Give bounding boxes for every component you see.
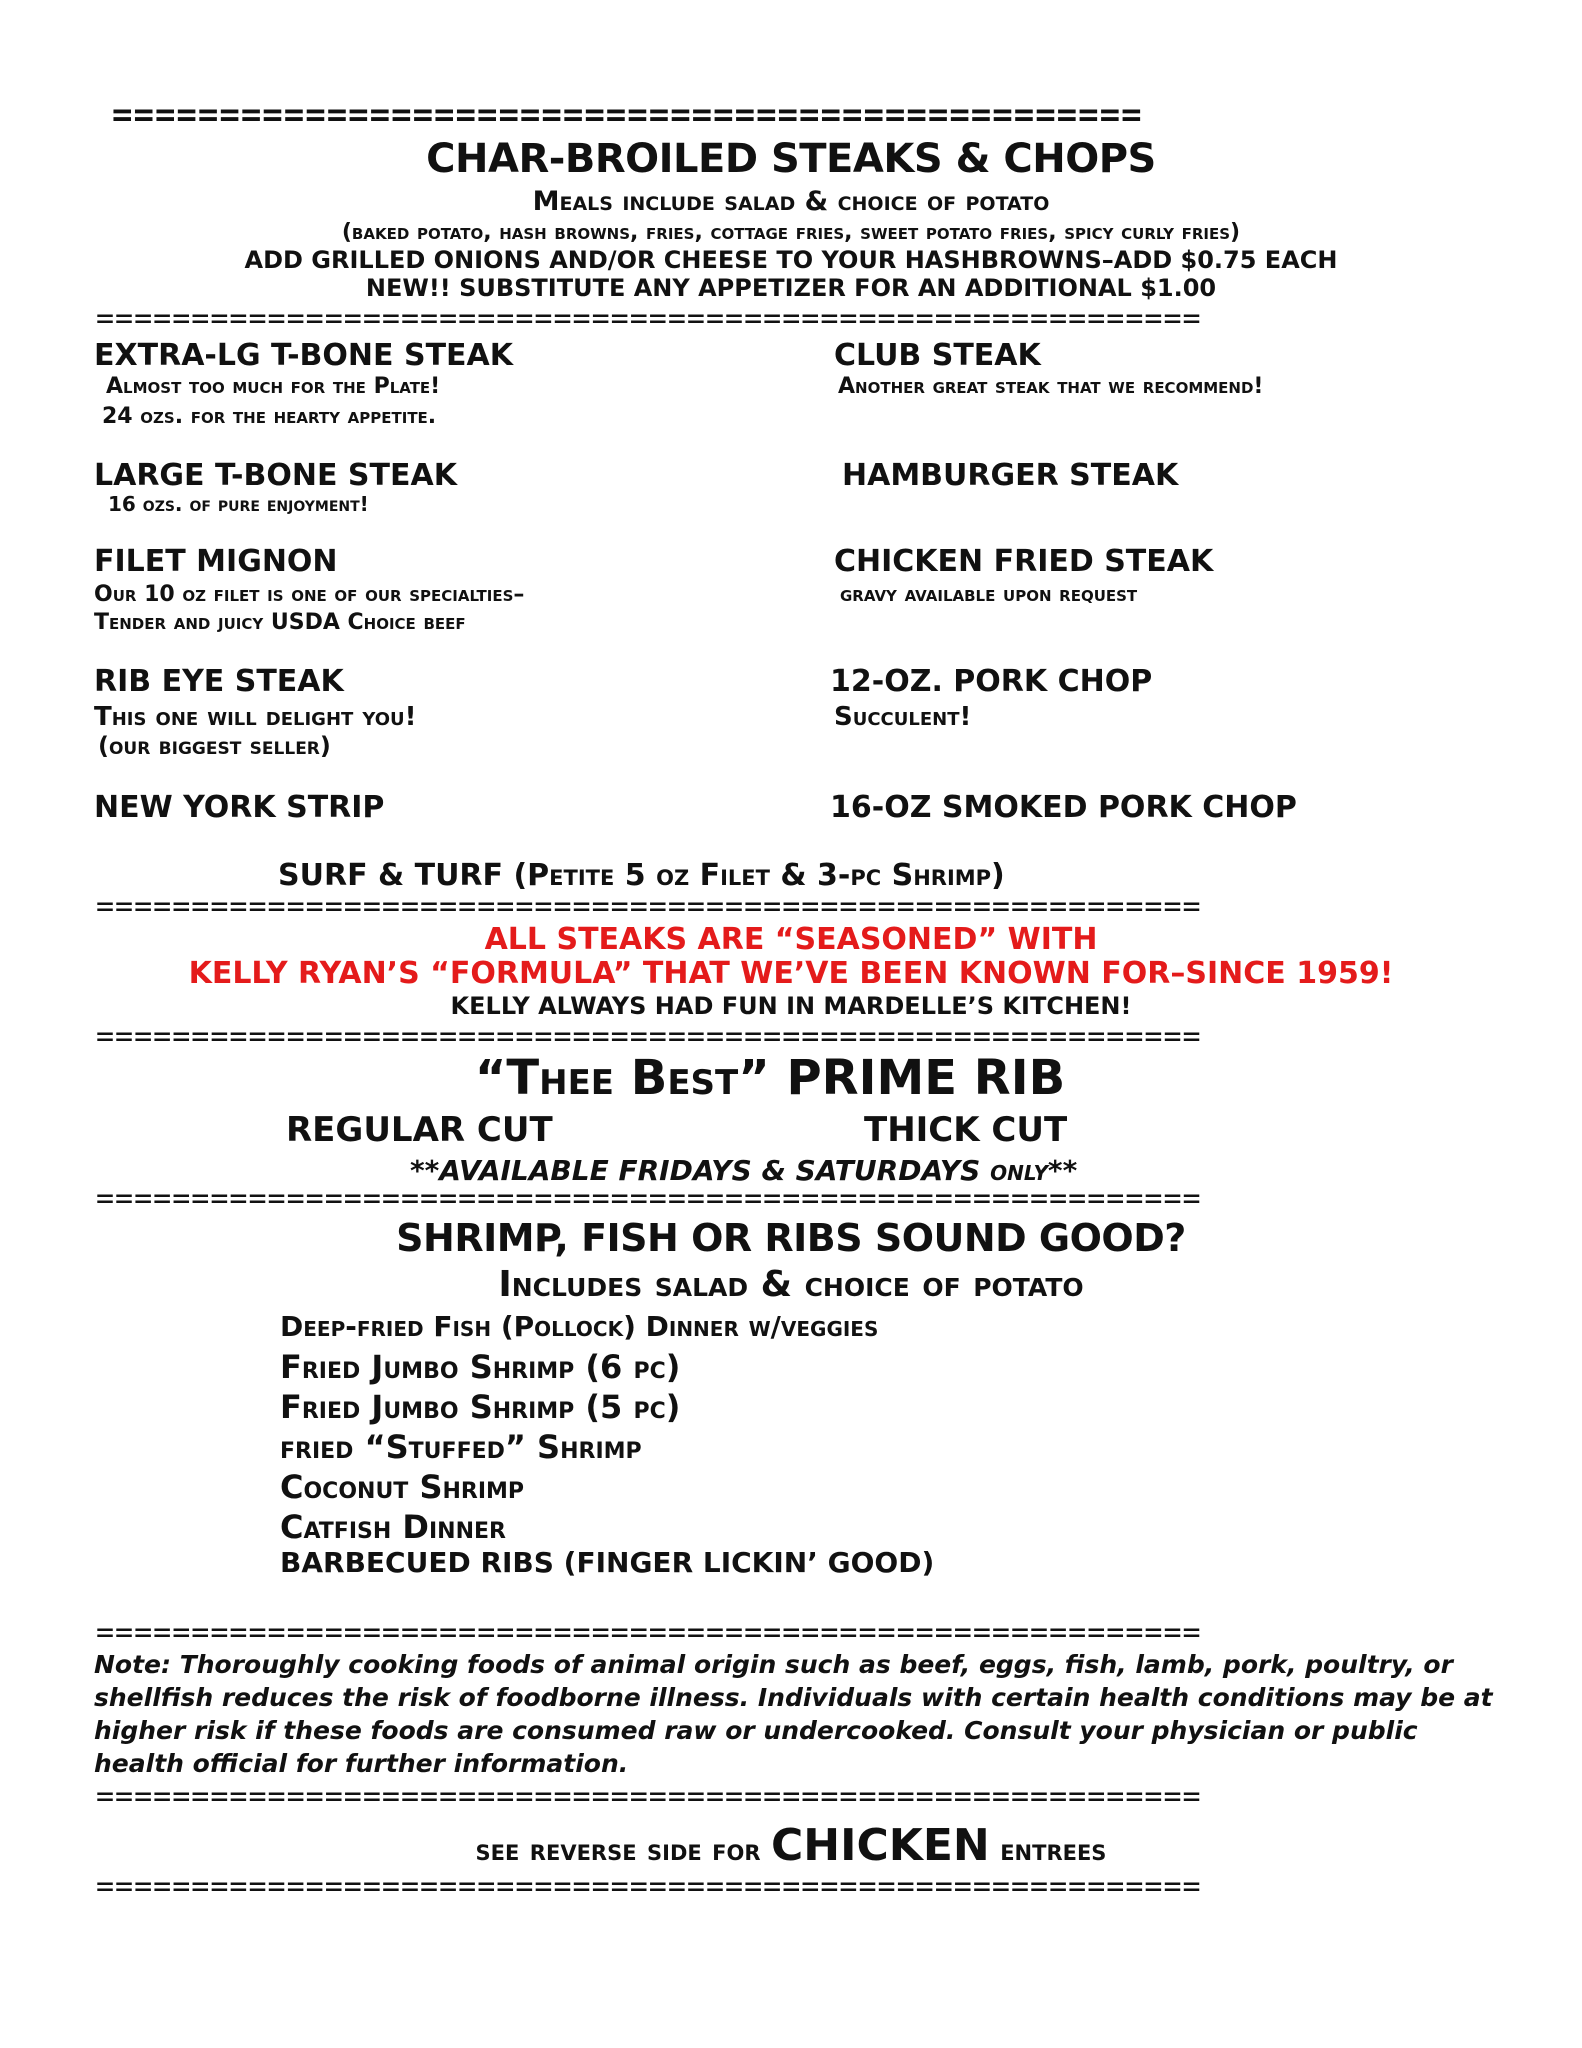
section-title-steaks: CHAR-BROILED STEAKS & CHOPS xyxy=(426,136,1156,182)
separator: ========================================================== xyxy=(96,1779,1202,1814)
item-desc: 16 ozs. of pure enjoyment! xyxy=(108,492,369,516)
item-desc: (our biggest seller) xyxy=(98,732,331,760)
footer-prefix: see reverse side for xyxy=(475,1833,771,1868)
item-desc: Succulent! xyxy=(834,702,972,732)
prime-rib-title: “Thee Best” PRIME RIB xyxy=(474,1050,1066,1106)
list-item: Coconut Shrimp xyxy=(280,1468,525,1506)
list-item: Catfish Dinner xyxy=(280,1508,506,1546)
item-name: LARGE T-BONE STEAK xyxy=(94,458,457,493)
list-item: Deep-fried Fish (Pollock) Dinner w/veggies xyxy=(280,1310,879,1343)
addon-note: ADD GRILLED ONIONS AND/OR CHEESE TO YOUR HASHBROWNS–ADD $0.75 EACH xyxy=(244,246,1338,274)
item-desc: Another great steak that we recommend! xyxy=(838,374,1264,399)
item-name: CLUB STEAK xyxy=(834,338,1041,373)
item-desc: Our 10 oz filet is one of our specialties– xyxy=(94,582,525,607)
item-desc: Tender and juicy USDA Choice beef xyxy=(94,610,466,635)
separator: ========================================================== xyxy=(96,1869,1202,1904)
health-note: Note: Thoroughly cooking foods of animal origin such as beef, eggs, fish, lamb, pork, poultry, or shellfish reduces the risk of foodborne illness. Individuals with certain health conditions may be at higher risk if these foods are consumed raw or undercooked. Consult your physician or public health official for further information. xyxy=(94,1650,1493,1778)
footer-highlight: CHICKEN xyxy=(770,1820,990,1871)
item-name: NEW YORK STRIP xyxy=(94,790,385,825)
prime-rib-availability: **AVAILABLE FRIDAYS & SATURDAYS only** xyxy=(410,1154,1078,1187)
list-item: Fried Jumbo Shrimp (6 pc) xyxy=(280,1348,681,1386)
item-desc: gravy available upon request xyxy=(840,582,1138,607)
section-title-seafood: SHRIMP, FISH OR RIBS SOUND GOOD? xyxy=(396,1216,1186,1260)
prime-rib-regular-cut: REGULAR CUT xyxy=(286,1110,553,1150)
separator: ========================================================== xyxy=(96,1019,1202,1054)
list-item: fried “Stuffed” Shrimp xyxy=(280,1428,642,1466)
item-name: RIB EYE STEAK xyxy=(94,664,344,699)
separator: ========================================================== xyxy=(96,301,1202,336)
footer-chicken-note xyxy=(0,1820,1582,1871)
potato-options: (baked potato, hash browns, fries, cottage fries, sweet potato fries, spicy curly fries) xyxy=(341,220,1241,245)
separator-top: ================================================ xyxy=(112,95,1143,135)
separator: ========================================================== xyxy=(96,889,1202,924)
seasoning-line-2: KELLY RYAN’S “FORMULA” THAT WE’VE BEEN KNOWN FOR–SINCE 1959! xyxy=(188,956,1394,991)
seafood-subtitle: Includes salad & choice of potato xyxy=(498,1264,1084,1305)
item-desc: 24 ozs. for the hearty appetite. xyxy=(102,404,437,429)
item-name: EXTRA-LG T-BONE STEAK xyxy=(94,338,513,373)
separator: ========================================================== xyxy=(96,1181,1202,1216)
seasoning-line-1: ALL STEAKS ARE “SEASONED” WITH xyxy=(484,922,1098,957)
seasoning-line-3: KELLY ALWAYS HAD FUN IN MARDELLE’S KITCHEN! xyxy=(450,992,1132,1020)
new-note: NEW!! SUBSTITUTE ANY APPETIZER FOR AN ADDITIONAL $1.00 xyxy=(365,274,1217,302)
item-name: FILET MIGNON xyxy=(94,544,338,579)
surf-and-turf: SURF & TURF (Petite 5 oz Filet & 3-pc Shrimp) xyxy=(278,858,1005,893)
item-name: HAMBURGER STEAK xyxy=(842,458,1179,493)
item-name: CHICKEN FRIED STEAK xyxy=(834,544,1214,579)
list-item: Fried Jumbo Shrimp (5 pc) xyxy=(280,1388,681,1426)
section-subtitle: Meals include salad & choice of potato xyxy=(532,186,1050,217)
item-name: 16-OZ SMOKED PORK CHOP xyxy=(830,790,1297,825)
prime-rib-thick-cut: THICK CUT xyxy=(864,1110,1068,1150)
separator: ========================================================== xyxy=(96,1615,1202,1650)
item-name: 12-OZ. PORK CHOP xyxy=(830,664,1153,699)
item-desc: This one will delight you! xyxy=(94,702,417,732)
footer-suffix: entrees xyxy=(989,1833,1107,1868)
list-item: BARBECUED RIBS (FINGER LICKIN’ GOOD) xyxy=(280,1546,935,1579)
item-desc: Almost too much for the Plate! xyxy=(106,374,441,399)
